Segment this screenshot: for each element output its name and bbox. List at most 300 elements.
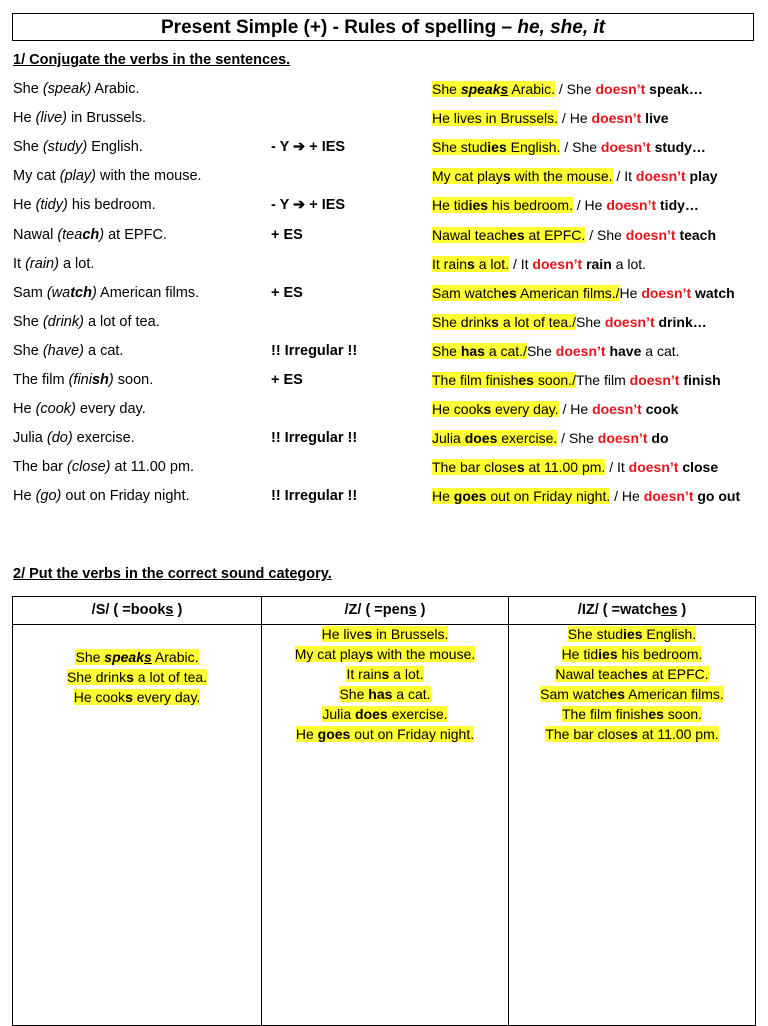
item-text: Arabic. — [151, 649, 199, 665]
answer-ending: es — [518, 372, 534, 388]
question-rest: at 11.00 pm. — [110, 459, 195, 476]
exercise-question — [13, 430, 135, 446]
negative-auxiliary: doesn’t — [629, 372, 680, 388]
answer-text: at 11.00 pm. — [524, 459, 606, 476]
verb-text: ) — [99, 226, 105, 243]
answer-text: soon./ — [533, 372, 576, 388]
question-subject: She — [13, 313, 43, 330]
answer-text: English. — [506, 139, 561, 156]
item-text: He cook — [73, 689, 126, 705]
section-2-heading: 2/ Put the verbs in the correct sound category. — [13, 566, 332, 582]
exercise-question — [13, 343, 123, 359]
item-text: Sam watch — [540, 686, 610, 702]
verb-text: (cook) — [35, 401, 76, 418]
item-text: in Brussels. — [372, 626, 449, 642]
column-header — [13, 597, 261, 624]
answer-highlight — [432, 401, 559, 417]
exercise-question — [13, 459, 194, 475]
exercise-answer — [432, 110, 669, 126]
item-ending: es — [609, 686, 625, 702]
question-verb — [57, 227, 104, 243]
exercise-question — [13, 314, 160, 330]
answer-text: Sam watch — [432, 284, 502, 301]
answer-text: Julia — [432, 430, 465, 447]
question-rest: soon. — [113, 372, 154, 388]
answer-text: She — [432, 81, 461, 97]
answer-ending: es — [509, 226, 525, 243]
exercise-row — [0, 168, 768, 190]
item-text: She stud — [567, 626, 624, 642]
list-item — [13, 647, 261, 667]
answer-text: The film finish — [432, 372, 519, 388]
answer-text: My cat play — [432, 168, 503, 185]
item-text: soon. — [663, 706, 703, 722]
item-ending: ies — [623, 626, 643, 642]
negative-verb: tidy… — [656, 197, 699, 214]
exercise-row — [0, 110, 768, 132]
item-ending: s — [125, 689, 133, 705]
exercise-answer — [432, 197, 699, 213]
item-text: Nawal teach — [555, 666, 633, 682]
negative-verb: finish — [679, 372, 721, 388]
list-item — [509, 724, 755, 744]
question-subject: The film — [13, 372, 69, 388]
verb-text: (close) — [67, 459, 111, 476]
question-rest: at EPFC. — [104, 226, 167, 243]
answer-text: He tid — [432, 197, 469, 214]
negative-verb: drink… — [654, 313, 707, 330]
item-text: He — [295, 726, 318, 742]
answer-text: It rain — [432, 255, 468, 272]
question-verb — [43, 314, 84, 330]
answer-text: He — [432, 488, 454, 505]
header-text: ) — [416, 602, 426, 618]
header-text: ) — [677, 602, 687, 618]
title-main: Present Simple (+) - Rules of spelling – — [161, 17, 518, 38]
negative-auxiliary: doesn’t — [635, 168, 686, 185]
exercise-question — [13, 110, 146, 126]
spelling-rule: + ES — [271, 372, 303, 388]
item-highlight — [75, 649, 198, 665]
item-highlight — [322, 626, 449, 642]
spelling-rule: - Y ➔ + IES — [271, 139, 346, 156]
list-item — [13, 667, 261, 687]
item-highlight — [346, 666, 423, 682]
question-rest: every day. — [75, 401, 146, 418]
answer-ending: s — [500, 81, 509, 97]
exercise-answer — [432, 139, 706, 155]
verb-text: (live) — [35, 110, 67, 127]
answer-text: She stud — [432, 139, 488, 156]
negative-subject: / She — [557, 430, 598, 447]
answer-text: He cook — [432, 401, 484, 418]
exercise-answer — [432, 343, 680, 359]
item-highlight — [545, 726, 718, 742]
question-subject: He — [13, 488, 36, 505]
question-rest: American films. — [96, 284, 200, 301]
question-rest: in Brussels. — [67, 110, 146, 127]
negative-subject: / It — [509, 255, 533, 272]
item-text: My cat play — [294, 646, 366, 662]
item-ending: s — [126, 669, 134, 685]
column-header — [262, 597, 508, 624]
exercise-question — [13, 372, 153, 388]
item-text: He tid — [561, 646, 599, 662]
list-item — [509, 664, 755, 684]
negative-auxiliary: doesn’t — [641, 284, 692, 301]
answer-ending: ies — [487, 139, 507, 156]
list-item — [262, 664, 508, 684]
spelling-rule: !! Irregular !! — [271, 342, 358, 359]
title-pronouns: he, she, it — [517, 17, 605, 38]
question-verb — [43, 343, 84, 359]
verb-text: (play) — [59, 168, 96, 185]
exercise-question — [13, 81, 140, 97]
negative-auxiliary: doesn’t — [628, 459, 679, 476]
negative-verb: go out — [693, 488, 741, 505]
question-rest: with the mouse. — [96, 168, 202, 185]
answer-highlight — [432, 81, 555, 97]
exercise-question — [13, 227, 167, 243]
answer-ending: s — [516, 459, 525, 476]
question-subject: Julia — [13, 430, 47, 447]
answer-highlight: He lives in Brussels. — [432, 110, 559, 127]
answer-ending: s — [502, 168, 511, 185]
answer-ending: does — [464, 430, 498, 447]
negative-rest: a cat. — [641, 342, 680, 359]
worksheet-title — [12, 13, 754, 41]
item-text: every day. — [132, 689, 201, 705]
question-verb — [47, 285, 97, 301]
list-item — [262, 704, 508, 724]
list-item — [13, 687, 261, 707]
negative-subject: / He — [572, 197, 607, 214]
question-rest: exercise. — [72, 430, 135, 447]
exercise-answer — [432, 227, 716, 243]
item-highlight — [295, 646, 476, 662]
verb-text: (speak) — [42, 81, 92, 97]
spelling-rule: + ES — [271, 226, 303, 243]
exercise-answer — [432, 401, 678, 417]
negative-verb: watch — [691, 284, 735, 301]
spelling-rule: - Y ➔ + IES — [271, 197, 346, 214]
question-verb — [69, 372, 114, 388]
item-text: out on Friday night. — [350, 726, 475, 742]
exercise-row — [0, 459, 768, 481]
answer-text: with the mouse. — [510, 168, 613, 185]
answer-ending: goes — [453, 488, 487, 505]
item-text: with the mouse. — [373, 646, 476, 662]
exercise-row — [0, 227, 768, 249]
exercise-answer — [432, 256, 646, 272]
answer-highlight — [432, 430, 557, 446]
spelling-rule: !! Irregular !! — [271, 430, 358, 447]
item-text: The film finish — [561, 706, 649, 722]
item-highlight — [339, 686, 430, 702]
header-example-ending: es — [661, 602, 678, 618]
question-subject: She — [13, 342, 43, 359]
answer-ending: has — [460, 342, 485, 359]
answer-highlight — [432, 139, 560, 155]
exercise-question — [13, 285, 199, 301]
negative-verb: teach — [675, 226, 717, 243]
question-verb — [47, 430, 73, 446]
exercise-row — [0, 285, 768, 307]
question-verb — [25, 256, 59, 272]
question-rest: English. — [87, 139, 143, 156]
item-highlight — [568, 626, 696, 642]
item-ending: s — [365, 646, 374, 662]
negative-subject: The film — [575, 372, 630, 388]
question-rest: Arabic. — [91, 81, 140, 97]
item-ending: does — [355, 706, 388, 722]
verb-ending-highlight: ch — [82, 226, 100, 243]
negative-auxiliary: doesn’t — [591, 110, 642, 127]
column-items — [509, 624, 755, 744]
question-verb — [60, 168, 96, 184]
question-subject: It — [13, 255, 26, 272]
item-highlight — [322, 706, 447, 722]
answer-ending: s — [467, 255, 475, 272]
verb-text: ) — [108, 372, 114, 388]
answer-highlight — [432, 459, 605, 475]
exercise-row — [0, 81, 768, 103]
question-subject: He — [13, 401, 36, 418]
answer-verb: speak — [460, 81, 501, 97]
spelling-rule: + ES — [271, 284, 303, 301]
header-example-ending: s — [408, 602, 417, 618]
item-highlight — [562, 706, 702, 722]
exercise-row — [0, 197, 768, 219]
negative-subject: / He — [558, 401, 593, 418]
verb-ending-highlight: sh — [91, 372, 109, 388]
item-text: She drink — [66, 669, 127, 685]
answer-highlight — [432, 256, 509, 272]
item-ending: s — [630, 726, 638, 742]
negative-verb: close — [678, 459, 719, 476]
question-subject: Sam — [13, 284, 47, 301]
exercise-answer — [432, 488, 740, 504]
negative-auxiliary: doesn’t — [606, 197, 657, 214]
answer-ending: es — [501, 284, 517, 301]
item-text: Julia — [322, 706, 356, 722]
question-verb — [67, 459, 111, 475]
item-verb: speak — [104, 649, 144, 665]
exercise-question — [13, 197, 156, 213]
answer-text: Nawal teach — [432, 226, 510, 243]
answer-text: out on Friday night. — [486, 488, 611, 505]
item-ending: has — [368, 686, 393, 702]
item-text: The bar close — [545, 726, 631, 742]
answer-text: exercise. — [497, 430, 558, 447]
item-ending: s — [364, 626, 373, 642]
negative-rest: a lot. — [611, 255, 647, 272]
question-subject: She — [13, 139, 43, 156]
question-verb — [36, 401, 76, 417]
negative-subject: / She — [560, 139, 601, 156]
answer-text: a lot of tea./ — [498, 313, 577, 330]
exercise-question — [13, 256, 94, 272]
item-text: at 11.00 pm. — [637, 726, 719, 742]
answer-text: American films./ — [516, 284, 620, 301]
header-text: /Z/ ( =pen — [344, 602, 409, 618]
exercise-row — [0, 256, 768, 278]
answer-highlight — [432, 197, 573, 213]
negative-auxiliary: doesn’t — [643, 488, 694, 505]
answer-highlight — [432, 227, 585, 243]
list-item — [509, 704, 755, 724]
answer-text: She — [432, 342, 461, 359]
exercise-row — [0, 401, 768, 423]
answer-text: a lot. — [474, 255, 510, 272]
item-text: his bedroom. — [617, 646, 703, 662]
item-text: She — [75, 649, 105, 665]
verb-text: (go) — [35, 488, 62, 505]
negative-subject: / She — [585, 226, 626, 243]
exercise-row — [0, 314, 768, 336]
answer-highlight — [432, 372, 576, 388]
header-text: ) — [173, 602, 183, 618]
list-item — [262, 724, 508, 744]
question-verb — [36, 488, 62, 504]
negative-auxiliary: doesn’t — [595, 81, 646, 97]
item-text: It rain — [346, 666, 382, 682]
answer-text: Arabic. — [508, 81, 556, 97]
item-highlight — [296, 726, 474, 742]
negative-auxiliary: doesn’t — [625, 226, 676, 243]
exercise-answer — [432, 285, 735, 301]
item-ending: es — [632, 666, 648, 682]
negative-subject: / It — [605, 459, 629, 476]
column-items — [262, 624, 508, 744]
item-text: He live — [321, 626, 365, 642]
verb-text: (study) — [42, 139, 88, 156]
exercise-row — [0, 343, 768, 365]
negative-auxiliary: doesn’t — [532, 255, 583, 272]
question-rest: a lot of tea. — [83, 313, 160, 330]
item-text: English. — [642, 626, 697, 642]
item-ending: s — [381, 666, 390, 682]
verb-text: (drink) — [42, 313, 84, 330]
negative-verb: do — [647, 430, 669, 447]
negative-subject: / It — [612, 168, 636, 185]
column-header — [509, 597, 755, 624]
item-text: American films. — [625, 686, 724, 702]
question-rest: his bedroom. — [67, 197, 156, 214]
question-subject: Nawal — [13, 226, 58, 243]
question-subject: The bar — [13, 459, 67, 476]
negative-subject: / She — [555, 81, 596, 97]
section-1-heading: 1/ Conjugate the verbs in the sentences. — [13, 52, 291, 68]
list-item — [262, 644, 508, 664]
list-item — [509, 644, 755, 664]
verb-ending-highlight: tch — [70, 284, 92, 301]
spelling-rule: !! Irregular !! — [271, 488, 358, 505]
header-example-ending: s — [165, 602, 174, 618]
verb-text: (fini — [68, 372, 92, 388]
answer-highlight — [432, 285, 620, 301]
exercise-row — [0, 430, 768, 452]
verb-text: (tidy) — [35, 197, 68, 214]
exercise-question — [13, 139, 143, 155]
exercise-row — [0, 488, 768, 510]
list-item — [262, 684, 508, 704]
exercise-answer — [432, 81, 703, 97]
question-verb — [43, 81, 91, 97]
item-text: She — [339, 686, 369, 702]
verb-text: (tea — [57, 226, 83, 243]
question-rest: a lot. — [58, 255, 95, 272]
answer-highlight — [432, 314, 576, 330]
question-verb — [36, 110, 67, 126]
item-highlight — [540, 686, 724, 702]
item-highlight — [562, 646, 703, 662]
verb-text: (have) — [42, 342, 84, 359]
item-text: a cat. — [392, 686, 431, 702]
question-subject: He — [13, 197, 36, 214]
answer-ending: s — [483, 401, 492, 418]
answer-highlight — [432, 343, 527, 359]
question-verb — [36, 197, 68, 213]
negative-auxiliary: doesn’t — [555, 342, 606, 359]
exercise-question — [13, 401, 146, 417]
answer-text: The bar close — [432, 459, 517, 476]
question-rest: out on Friday night. — [61, 488, 190, 505]
list-item — [262, 624, 508, 644]
item-text: exercise. — [387, 706, 448, 722]
verb-text: (rain) — [25, 255, 59, 272]
question-subject: He — [13, 110, 36, 127]
exercise-row — [0, 139, 768, 161]
question-rest: a cat. — [83, 342, 124, 359]
exercise-question — [13, 168, 202, 184]
item-highlight — [555, 666, 708, 682]
verb-text: (wa — [46, 284, 71, 301]
negative-verb: speak… — [645, 81, 703, 97]
negative-subject: / He — [610, 488, 644, 505]
exercise-answer — [432, 430, 669, 446]
item-ending: es — [648, 706, 664, 722]
answer-text: at EPFC. — [524, 226, 586, 243]
item-highlight — [74, 689, 201, 705]
negative-subject: / He — [558, 110, 592, 127]
negative-verb: cook — [641, 401, 679, 418]
verb-text: ) — [91, 284, 97, 301]
answer-highlight — [432, 488, 610, 504]
negative-subject: She — [526, 342, 556, 359]
exercise-answer — [432, 168, 718, 184]
item-text: at EPFC. — [647, 666, 709, 682]
negative-subject: She — [576, 313, 605, 330]
list-item — [509, 624, 755, 644]
question-verb — [43, 139, 87, 155]
verb-text: (do) — [46, 430, 73, 447]
exercise-answer — [432, 314, 707, 330]
answer-text: a cat./ — [484, 342, 527, 359]
negative-verb: have — [605, 342, 642, 359]
exercise-question — [13, 488, 190, 504]
question-subject: My cat — [13, 168, 60, 185]
item-ending: goes — [317, 726, 351, 742]
negative-verb: rain — [582, 255, 612, 272]
answer-highlight — [432, 168, 613, 184]
item-ending: ies — [598, 646, 618, 662]
answer-text: every day. — [491, 401, 559, 418]
answer-text: She drink — [432, 313, 492, 330]
item-ending: s — [144, 649, 152, 665]
negative-auxiliary: doesn’t — [592, 401, 642, 418]
answer-ending: ies — [468, 197, 489, 214]
